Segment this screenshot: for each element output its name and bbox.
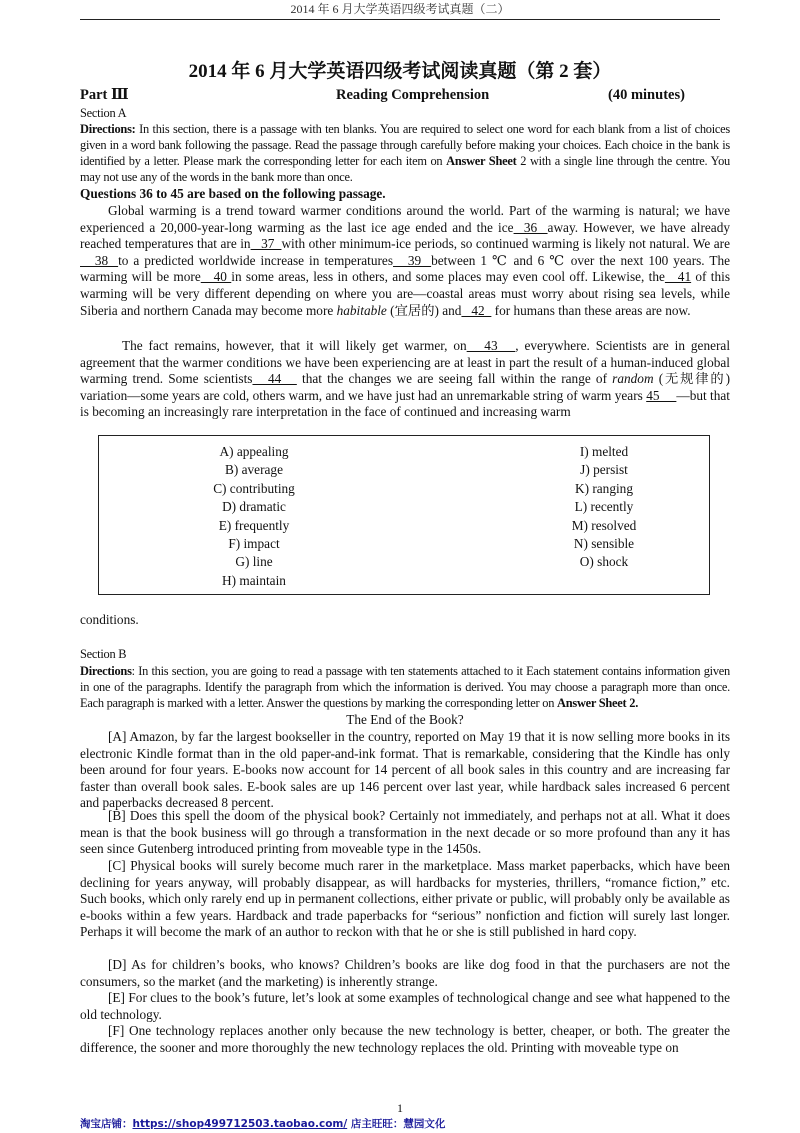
blank-45: 45 <box>646 387 677 403</box>
word-option: A) appealing <box>219 444 289 459</box>
paragraph-b: [B] Does this spell the doom of the physical book? Certainly not immediately, and perhaps not at all. What it does mean is that the book business will go through a transformation in the next decade or so more profound than any it has seen since Gutenberg introduced printing from moveable type in the 1450s. <box>80 808 730 857</box>
page-title: 2014 年 6 月大学英语四级考试阅读真题（第 2 套） <box>188 61 612 82</box>
passage-title: The End of the Book? <box>346 712 464 727</box>
word-option: F) impact <box>228 535 280 551</box>
answer-sheet-label: Answer Sheet 2. <box>557 696 639 710</box>
part-label: Part Ⅲ <box>80 87 129 103</box>
section-b-directions: Directions: In this section, you are going to read a passage with ten statements attached to it Each statement contains information given in one of the paragraphs. Identify the paragraph from which the information is derived. You may choose a paragraph more than once. Each paragraph is marked with a letter. Answer the questions by marking the corresponding letter on Answer Sheet 2. <box>80 664 730 710</box>
word-option: I) melted <box>579 444 629 459</box>
shop-link[interactable]: https://shop499712503.taobao.com/ <box>132 1118 348 1130</box>
blank-40: 40 <box>200 269 232 285</box>
blank-39: 39 <box>393 252 432 268</box>
answer-sheet-label: Answer Sheet <box>446 154 517 168</box>
paragraph-c: [C] Physical books will surely become much rarer in the marketplace. Mass market paperbacks, which have been declining for years anyway, will probably disappear, as will hardbacks for mysteries, thrillers, “romance fiction,” etc. Such books, which only rarely end up in permanent collections, either private or public, will probably only be available as e-books within a few years. Hardback and trade paperbacks for “serious” nonfiction and fiction will surely last longer. Perhaps it will become the mark of an author to reckon with that he or she is still published in hard copy. <box>80 858 730 940</box>
word-option: E) frequently <box>218 517 290 533</box>
word-bank-left-column <box>179 443 329 590</box>
word-bank-right-column <box>529 443 679 572</box>
header-divider <box>80 19 720 20</box>
word-option: H) maintain <box>222 572 286 588</box>
paragraph-a: [A] Amazon, by far the largest bookseller in the country, reported on May 19 that it is now selling more books in its electronic Kindle format than in the old paper-and-ink format. That is remarkable, considering that the Kindle has only been around for four years. E-books now account for 14 percent of all book sales in this country and are increasing far faster than overall book sales. E-book sales are up 146 percent over last year, while hardback sales increased 6 percent and paperbacks decreased 8 percent. <box>80 729 730 811</box>
word-option: L) recently <box>574 499 634 515</box>
word-option: M) resolved <box>571 517 637 533</box>
passage-continuation: conditions. <box>80 612 139 627</box>
section-b-heading: Section B <box>80 647 127 661</box>
blank-44: 44 <box>252 371 297 387</box>
word-bank <box>98 435 710 595</box>
blank-42: 42 <box>461 302 492 318</box>
part-heading <box>80 85 720 105</box>
word-option: N) sensible <box>573 535 635 551</box>
paragraph-d: [D] As for children’s books, who knows? Children’s books are like dog food in that the purchasers are not the consumers, so the market (and the marketing) is inherently strange. <box>80 957 730 989</box>
word-option: B) average <box>225 462 283 478</box>
blank-37: 37 <box>250 236 282 252</box>
paragraph-e: [E] For clues to the book’s future, let’s look at some examples of technological change and see what happened to the old technology. <box>80 990 730 1022</box>
footer-shop-info: 淘宝店铺：https://shop499712503.taobao.com/ 店主旺旺：慧园文化 <box>80 1118 446 1130</box>
word-option: C) contributing <box>213 480 295 496</box>
blank-41: 41 <box>664 269 692 285</box>
blank-38: 38 <box>80 252 119 268</box>
word-option: J) persist <box>580 462 628 478</box>
blank-36: 36 <box>513 219 548 235</box>
word-option: G) line <box>235 554 273 570</box>
word-option: O) shock <box>579 554 629 570</box>
section-a-heading: Section A <box>80 106 127 120</box>
section-a-directions: Directions: In this section, there is a passage with ten blanks. You are required to select one word for each blank from a list of choices given in a word bank following the passage. Read the passage through carefully before making your choices. Each choice in the bank is identified by a letter. Please mark the corresponding letter for each item on Answer Sheet 2 with a single line through the centre. You may not use any of the words in the bank more than once. <box>80 122 731 184</box>
directions-label: Directions: <box>80 122 136 136</box>
paragraph-f: [F] One technology replaces another only because the new technology is better, cheaper, or both. The greater the difference, the sooner and more thoroughly the new technology replaces the old. Printing with moveable type on <box>80 1023 730 1055</box>
page-number: 1 <box>397 1101 403 1115</box>
blank-43: 43 <box>466 338 516 353</box>
part-name: Reading Comprehension <box>336 87 490 103</box>
passage-paragraph-1: Global warming is a trend toward warmer conditions around the world. Part of the warming is natural; we have experienced a 20,000-year-long warming as the last ice age ended and the ice 36 away. However, we have already reached temperatures that are in 37 with other minimum-ice periods, so continued warming is likely not natural. We are 38 to a predicted worldwide increase in temperatures 39 between 1 ℃ and 6 ℃ over the next 100 years. The warming will be more 40 in some areas, less in others, and some places may even cool off. Likewise, the 41 of this warming will be very different depending on where you are—coastal areas must worry about rising sea levels, while Siberia and northern Canada may become more habitable (宜居的) and 42 for humans than these areas are now. <box>80 203 731 318</box>
questions-heading: Questions 36 to 45 are based on the following passage. <box>80 186 386 201</box>
passage-paragraph-2: The fact remains, however, that it will likely get warmer, on 43 , everywhere. Scientists are in general agreement that the warmer conditions we have been experiencing are at least in part the result of a human-induced global warming trend. Some scientists 44 that the changes we are seeing fall within the range of random (无规律的) variation—some years are cold, others warm, and we have just had an unremarkable string of warm years 45 —but that is becoming an increasingly rare interpretation in the face of continued and increasing warm <box>80 338 731 420</box>
part-time: (40 minutes) <box>608 87 685 103</box>
directions-label: Directions <box>80 664 132 678</box>
word-option: K) ranging <box>575 480 633 496</box>
word-option: D) dramatic <box>222 499 286 515</box>
running-header: 2014 年 6 月大学英语四级考试真题（二） <box>290 2 510 16</box>
